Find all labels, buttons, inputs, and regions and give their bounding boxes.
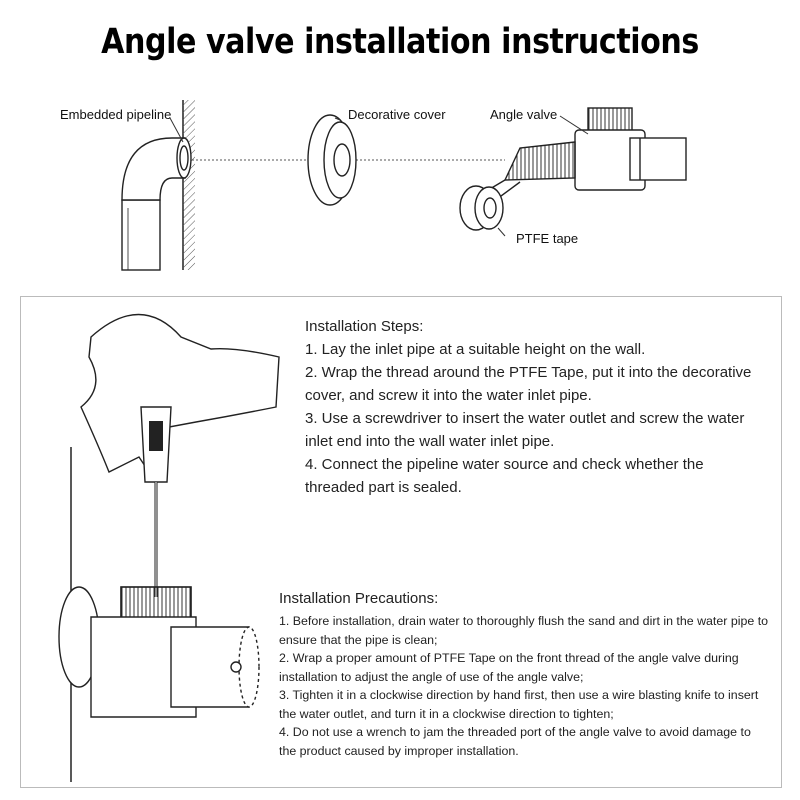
angle-valve <box>468 108 686 210</box>
hand-illustration <box>81 315 279 473</box>
label-decorative-cover: Decorative cover <box>348 107 446 122</box>
step-item: 3. Use a screwdriver to insert the water outlet and screw the water inlet end into the wall water inlet pipe. <box>305 410 745 450</box>
page-title: Angle valve installation instructions <box>101 22 699 62</box>
valve-body <box>91 587 259 717</box>
precaution-item: 1. Before installation, drain water to thoroughly flush the sand and dirt in the water pipe to ensure that the pipe is clean; <box>279 614 769 647</box>
step-item: 4. Connect the pipeline water source and check whether the threaded part is sealed. <box>305 456 704 496</box>
installation-illustration <box>21 297 281 787</box>
step-item: 1. Lay the inlet pipe at a suitable height on the wall. <box>305 341 646 358</box>
precautions-heading: Installation Precautions: <box>279 590 439 607</box>
exploded-diagram <box>0 90 800 290</box>
ptfe-tape-roll <box>460 186 503 230</box>
label-angle-valve: Angle valve <box>490 107 558 122</box>
precaution-item: 2. Wrap a proper amount of PTFE Tape on the front thread of the angle valve during installation to adjust the angle of use of the angle valve; <box>279 651 739 684</box>
step-item: 2. Wrap the thread around the PTFE Tape, put it into the decorative cover, and screw it into the water inlet pipe. <box>305 364 752 404</box>
steps-heading: Installation Steps: <box>305 318 424 335</box>
embedded-pipe <box>122 138 191 270</box>
wall-left <box>183 100 195 270</box>
installation-steps <box>305 315 765 499</box>
label-ptfe-tape: PTFE tape <box>516 231 579 246</box>
label-embedded-pipeline: Embedded pipeline <box>60 107 172 122</box>
precaution-item: 4. Do not use a wrench to jam the threaded port of the angle valve to avoid damage to the product caused by improper installation. <box>279 725 751 758</box>
precaution-item: 3. Tighten it in a clockwise direction by hand first, then use a wire blasting knife to insert the water outlet, and turn it in a clockwise direction to tighten; <box>279 688 759 721</box>
decorative-cover <box>308 115 356 205</box>
installation-precautions <box>279 588 769 760</box>
instructions-panel <box>20 296 782 788</box>
